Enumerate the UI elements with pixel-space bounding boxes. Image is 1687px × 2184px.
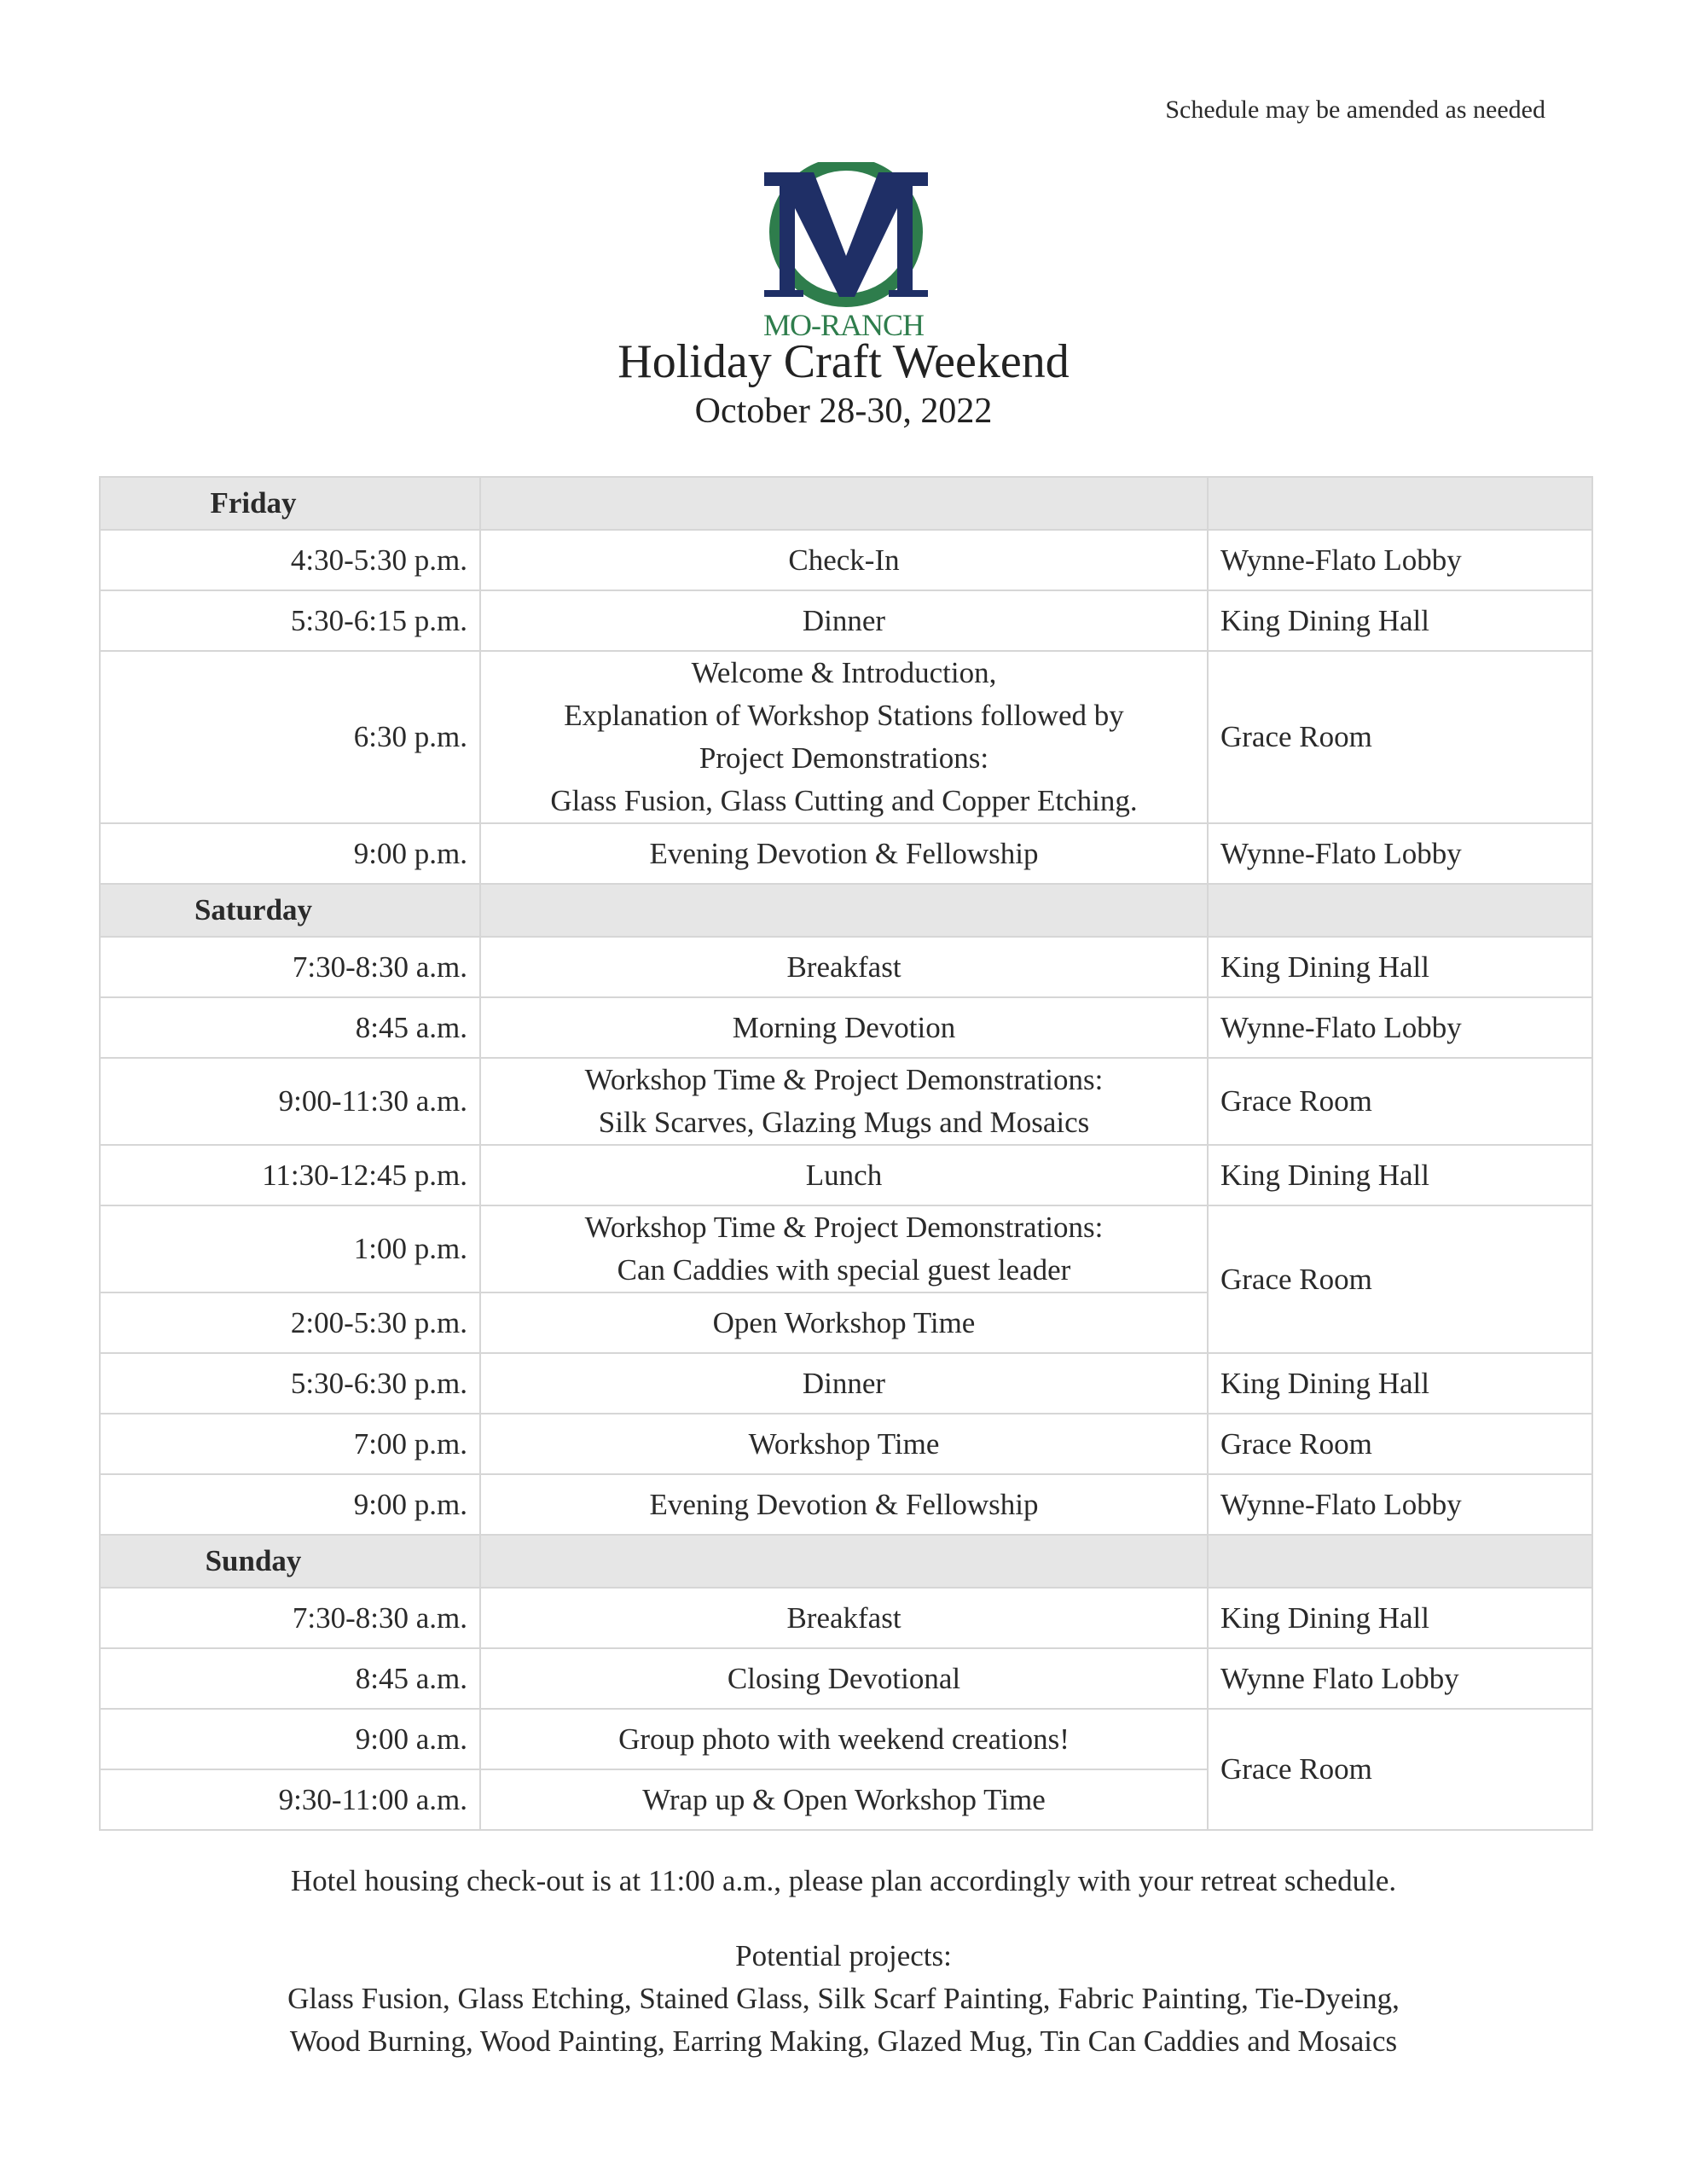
schedule-row — [100, 1145, 1592, 1205]
page-title: Holiday Craft Weekend — [617, 335, 1070, 388]
activity-cell — [480, 1474, 1208, 1535]
schedule-row — [100, 1709, 1592, 1769]
time-cell: 7:30-8:30 a.m. — [100, 937, 480, 997]
activity-line: Workshop Time — [748, 1426, 940, 1461]
activity-line: Evening Devotion & Fellowship — [649, 836, 1039, 870]
potential-projects — [0, 1935, 1687, 2063]
activity-line: Breakfast — [786, 950, 901, 984]
location-cell: Wynne-Flato Lobby — [1208, 1474, 1592, 1535]
time-cell: 8:45 a.m. — [100, 1648, 480, 1709]
schedule-note: Schedule may be amended as needed — [1165, 96, 1545, 124]
location-cell: King Dining Hall — [1208, 1353, 1592, 1414]
day-name: Friday — [100, 477, 480, 530]
location-cell: Grace Room — [1208, 651, 1592, 823]
activity-line: Workshop Time & Project Demonstrations: — [584, 1211, 1104, 1244]
time-cell: 9:00 a.m. — [100, 1709, 480, 1769]
location-cell: King Dining Hall — [1208, 1145, 1592, 1205]
time-cell: 8:45 a.m. — [100, 997, 480, 1058]
schedule-row — [100, 590, 1592, 651]
activity-line: Explanation of Workshop Stations followed by — [564, 699, 1124, 732]
location-cell: Grace Room — [1208, 1058, 1592, 1145]
location-cell: King Dining Hall — [1208, 590, 1592, 651]
time-cell: 1:00 p.m. — [100, 1205, 480, 1292]
activity-line: Silk Scarves, Glazing Mugs and Mosaics — [598, 1106, 1090, 1139]
activity-cell — [480, 1292, 1208, 1353]
activity-cell — [480, 1205, 1208, 1292]
activity-cell — [480, 1709, 1208, 1769]
time-cell: 7:00 p.m. — [100, 1414, 480, 1474]
location-cell: Wynne Flato Lobby — [1208, 1648, 1592, 1709]
schedule-row — [100, 997, 1592, 1058]
time-cell: 9:00-11:30 a.m. — [100, 1058, 480, 1145]
activity-cell — [480, 530, 1208, 590]
activity-line: Wrap up & Open Workshop Time — [642, 1782, 1046, 1816]
schedule-row — [100, 1474, 1592, 1535]
time-cell: 4:30-5:30 p.m. — [100, 530, 480, 590]
activity-cell — [480, 997, 1208, 1058]
day-header-row — [100, 884, 1592, 937]
schedule-row — [100, 1648, 1592, 1709]
activity-cell — [480, 1648, 1208, 1709]
activity-line: Evening Devotion & Fellowship — [649, 1487, 1039, 1521]
schedule-row — [100, 1588, 1592, 1648]
activity-line: Morning Devotion — [732, 1010, 956, 1044]
activity-line: Check-In — [788, 543, 900, 577]
time-cell: 5:30-6:15 p.m. — [100, 590, 480, 651]
time-cell: 6:30 p.m. — [100, 651, 480, 823]
logo-wordmark: MO-RANCH — [762, 308, 924, 342]
activity-line: Group photo with weekend creations! — [618, 1722, 1070, 1756]
location-cell: King Dining Hall — [1208, 937, 1592, 997]
location-cell: King Dining Hall — [1208, 1588, 1592, 1648]
time-cell: 9:00 p.m. — [100, 823, 480, 884]
activity-cell — [480, 1145, 1208, 1205]
activity-cell — [480, 937, 1208, 997]
activity-line: Glass Fusion, Glass Cutting and Copper Etching. — [550, 784, 1138, 817]
projects-line: Glass Fusion, Glass Etching, Stained Glass, Silk Scarf Painting, Fabric Painting, Tie-Dyeing, — [287, 1982, 1400, 2015]
time-cell: 9:30-11:00 a.m. — [100, 1769, 480, 1830]
activity-line: Dinner — [802, 603, 886, 637]
activity-cell — [480, 1588, 1208, 1648]
location-cell: Wynne-Flato Lobby — [1208, 530, 1592, 590]
activity-cell — [480, 823, 1208, 884]
activity-line: Project Demonstrations: — [699, 741, 989, 775]
location-cell: Grace Room — [1208, 1205, 1592, 1353]
day-header-row — [100, 1535, 1592, 1588]
location-cell: Wynne-Flato Lobby — [1208, 823, 1592, 884]
time-cell: 5:30-6:30 p.m. — [100, 1353, 480, 1414]
schedule-row — [100, 1353, 1592, 1414]
activity-line: Lunch — [805, 1158, 883, 1192]
checkout-notice: Hotel housing check-out is at 11:00 a.m., please plan accordingly with your retreat schedule. — [290, 1864, 1397, 1897]
location-cell: Grace Room — [1208, 1709, 1592, 1830]
projects-line: Wood Burning, Wood Painting, Earring Making, Glazed Mug, Tin Can Caddies and Mosaics — [289, 2024, 1398, 2058]
time-cell: 11:30-12:45 p.m. — [100, 1145, 480, 1205]
activity-cell — [480, 1353, 1208, 1414]
schedule-row — [100, 530, 1592, 590]
schedule-row — [100, 937, 1592, 997]
schedule-table — [99, 476, 1593, 1831]
logo-m-letter — [764, 172, 928, 297]
event-dates: October 28-30, 2022 — [694, 392, 993, 431]
activity-cell — [480, 651, 1208, 823]
time-cell: 9:00 p.m. — [100, 1474, 480, 1535]
activity-line: Workshop Time & Project Demonstrations: — [584, 1063, 1104, 1096]
activity-line: Dinner — [802, 1366, 886, 1400]
schedule-row — [100, 823, 1592, 884]
time-cell: 7:30-8:30 a.m. — [100, 1588, 480, 1648]
day-name: Sunday — [100, 1535, 480, 1588]
activity-cell — [480, 1769, 1208, 1830]
activity-line: Closing Devotional — [727, 1661, 961, 1695]
activity-line: Welcome & Introduction, — [691, 656, 997, 689]
schedule-row — [100, 1205, 1592, 1292]
activity-cell — [480, 1414, 1208, 1474]
schedule-row — [100, 1058, 1592, 1145]
activity-line: Can Caddies with special guest leader — [617, 1253, 1071, 1287]
location-cell: Grace Room — [1208, 1414, 1592, 1474]
activity-cell — [480, 1058, 1208, 1145]
schedule-row — [100, 651, 1592, 823]
location-cell: Wynne-Flato Lobby — [1208, 997, 1592, 1058]
time-cell: 2:00-5:30 p.m. — [100, 1292, 480, 1353]
activity-line: Open Workshop Time — [712, 1305, 976, 1339]
schedule-row — [100, 1414, 1592, 1474]
day-name: Saturday — [100, 884, 480, 937]
activity-cell — [480, 590, 1208, 651]
activity-line: Breakfast — [786, 1600, 901, 1635]
day-header-row — [100, 477, 1592, 530]
projects-heading: Potential projects: — [735, 1939, 952, 1972]
